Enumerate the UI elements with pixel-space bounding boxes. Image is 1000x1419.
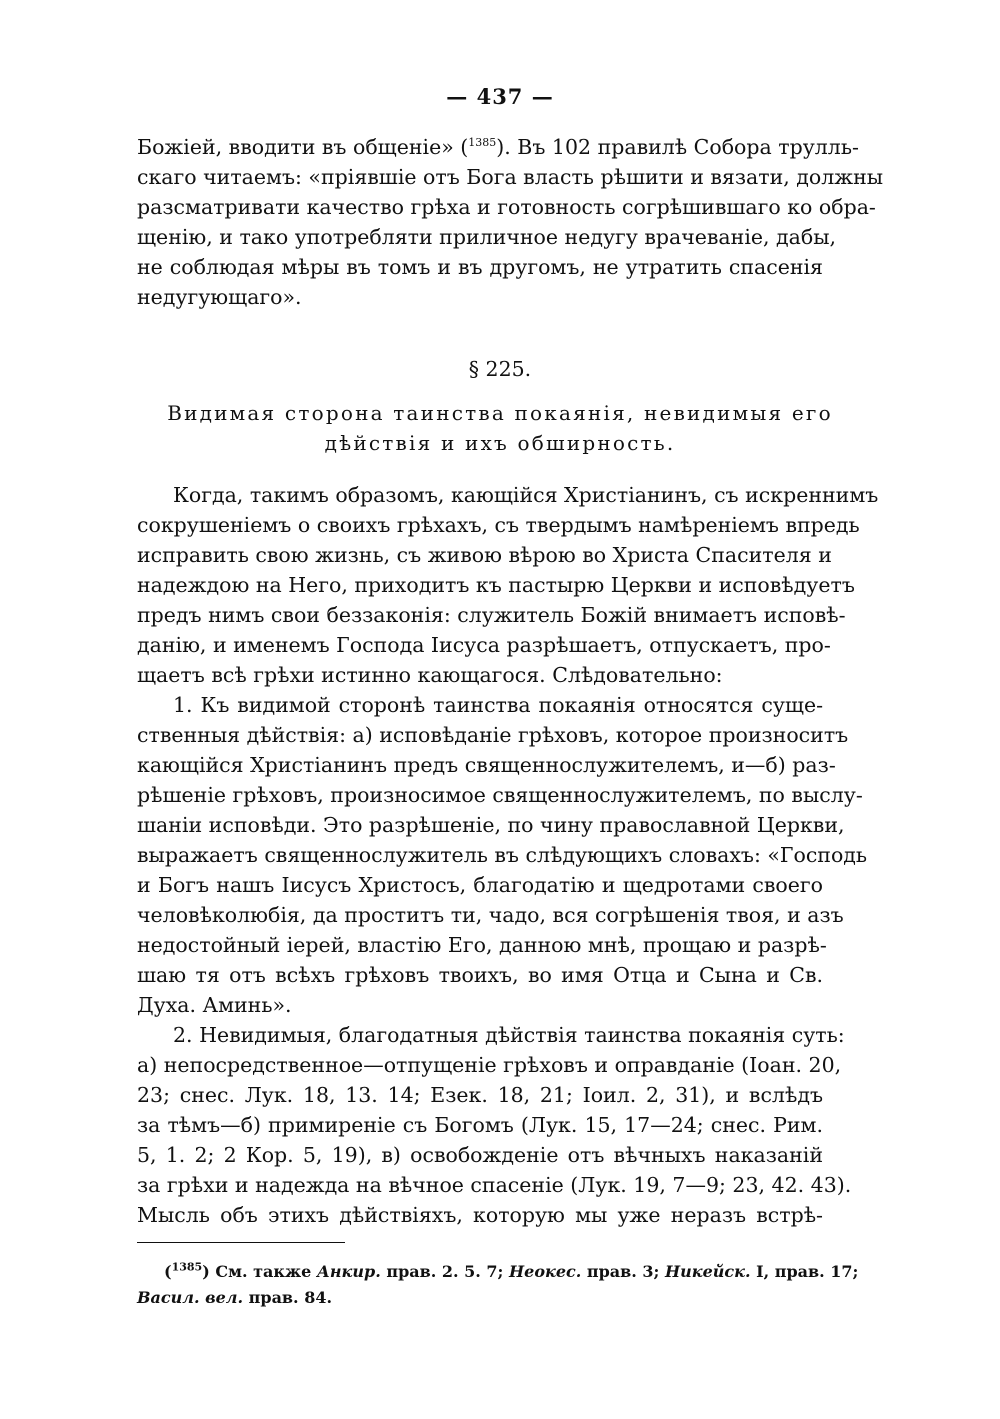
body-line: исправить свою жизнь, съ живою вѣрою во Христа Спасителя и xyxy=(137,543,832,567)
intro-line-2: скаго читаемъ: «пріявшіе отъ Бога власть рѣшити и вязати, должны xyxy=(137,165,884,189)
body-line: надеждою на Него, приходитъ къ пастырю Церкви и исповѣдуетъ xyxy=(137,573,855,597)
body-line: Мысль объ этихъ дѣйствіяхъ, которую мы уже неразъ встрѣ- xyxy=(137,1203,823,1227)
body-line: Когда, такимъ образомъ, кающійся Христіанинъ, съ искреннимъ xyxy=(173,483,879,507)
intro-line-1: Божіей, вводити въ общеніе» ($^{1385}$). Въ 102 правилѣ Собора трулль- xyxy=(137,135,859,159)
body-line: щаетъ всѣ грѣхи истинно кающагося. Слѣдовательно: xyxy=(137,663,723,687)
footnote-line-1: ($^{1385}$) См. также Анкир. прав. 2. 5. 7; Неокес. прав. 3; Никейск. I, прав. 17; xyxy=(164,1260,859,1281)
section-title-line-1: Видимая сторона таинства покаянія, невидимыя его xyxy=(167,401,833,425)
body-line: а) непосредственное—отпущеніе грѣховъ и оправданіе (Іоан. 20, xyxy=(137,1053,842,1077)
body-line: шаю тя отъ всѣхъ грѣховъ твоихъ, во имя Отца и Сына и Св. xyxy=(137,963,823,987)
section-title-line-2: дѣйствія и ихъ обширность. xyxy=(324,431,676,455)
footnote-divider xyxy=(137,1242,345,1243)
body-line: 1. Къ видимой сторонѣ таинства покаянія относятся суще- xyxy=(173,693,823,717)
footnote-reference: 1385 xyxy=(468,136,497,150)
body-line: 5, 1. 2; 2 Кор. 5, 19), в) освобожденіе отъ вѣчныхъ наказаній xyxy=(137,1143,823,1167)
body-line: кающійся Христіанинъ предъ священнослужителемъ, и—б) раз- xyxy=(137,753,836,777)
footnote-marker: 1385 xyxy=(171,1260,203,1274)
body-line: выражаетъ священнослужитель въ слѣдующихъ словахъ: «Господь xyxy=(137,843,868,867)
intro-line-3: разсматривати качество грѣха и готовность согрѣшившаго ко обра- xyxy=(137,195,876,219)
body-line: недостойный іерей, властію Его, данною мнѣ, прощаю и разрѣ- xyxy=(137,933,827,957)
intro-line-5: не соблюдая мѣры въ томъ и въ другомъ, не утратить спасенія xyxy=(137,255,823,279)
body-line: и Богъ нашъ Іисусъ Христосъ, благодатію и щедротами своего xyxy=(137,873,823,897)
body-line: ственныя дѣйствія: а) исповѣданіе грѣховъ, которое произноситъ xyxy=(137,723,849,747)
body-line: человѣколюбія, да проститъ ти, чадо, вся согрѣшенія твоя, и азъ xyxy=(137,903,844,927)
body-line: за тѣмъ—б) примиреніе съ Богомъ (Лук. 15, 17—24; снес. Рим. xyxy=(137,1113,823,1137)
body-line: рѣшеніе грѣховъ, произносимое священнослужителемъ, по выслу- xyxy=(137,783,863,807)
body-line: Духа. Аминь». xyxy=(137,993,292,1017)
footnote-line-2: Васил. вел. прав. 84. xyxy=(137,1288,333,1307)
section-number: § 225. xyxy=(468,357,532,381)
body-line: сокрушеніемъ о своихъ грѣхахъ, съ твердымъ намѣреніемъ впредь xyxy=(137,513,860,537)
body-line: 2. Невидимыя, благодатныя дѣйствія таинства покаянія суть: xyxy=(173,1023,845,1047)
body-line: 23; снес. Лук. 18, 13. 14; Езек. 18, 21; Іоил. 2, 31), и вслѣдъ xyxy=(137,1083,823,1107)
body-line: предъ нимъ свои беззаконія: служитель Божій внимаетъ исповѣ- xyxy=(137,603,846,627)
body-line: за грѣхи и надежда на вѣчное спасеніе (Лук. 19, 7—9; 23, 42. 43). xyxy=(137,1173,852,1197)
body-line: шаніи исповѣди. Это разрѣшеніе, по чину православной Церкви, xyxy=(137,813,845,837)
intro-line-4: щенію, и тако употребляти приличное недугу врачеваніе, дабы, xyxy=(137,225,837,249)
page-number: — 437 — xyxy=(446,84,554,109)
intro-line-6: недугующаго». xyxy=(137,285,302,309)
body-line: данію, и именемъ Господа Іисуса разрѣшаетъ, отпускаетъ, про- xyxy=(137,633,831,657)
